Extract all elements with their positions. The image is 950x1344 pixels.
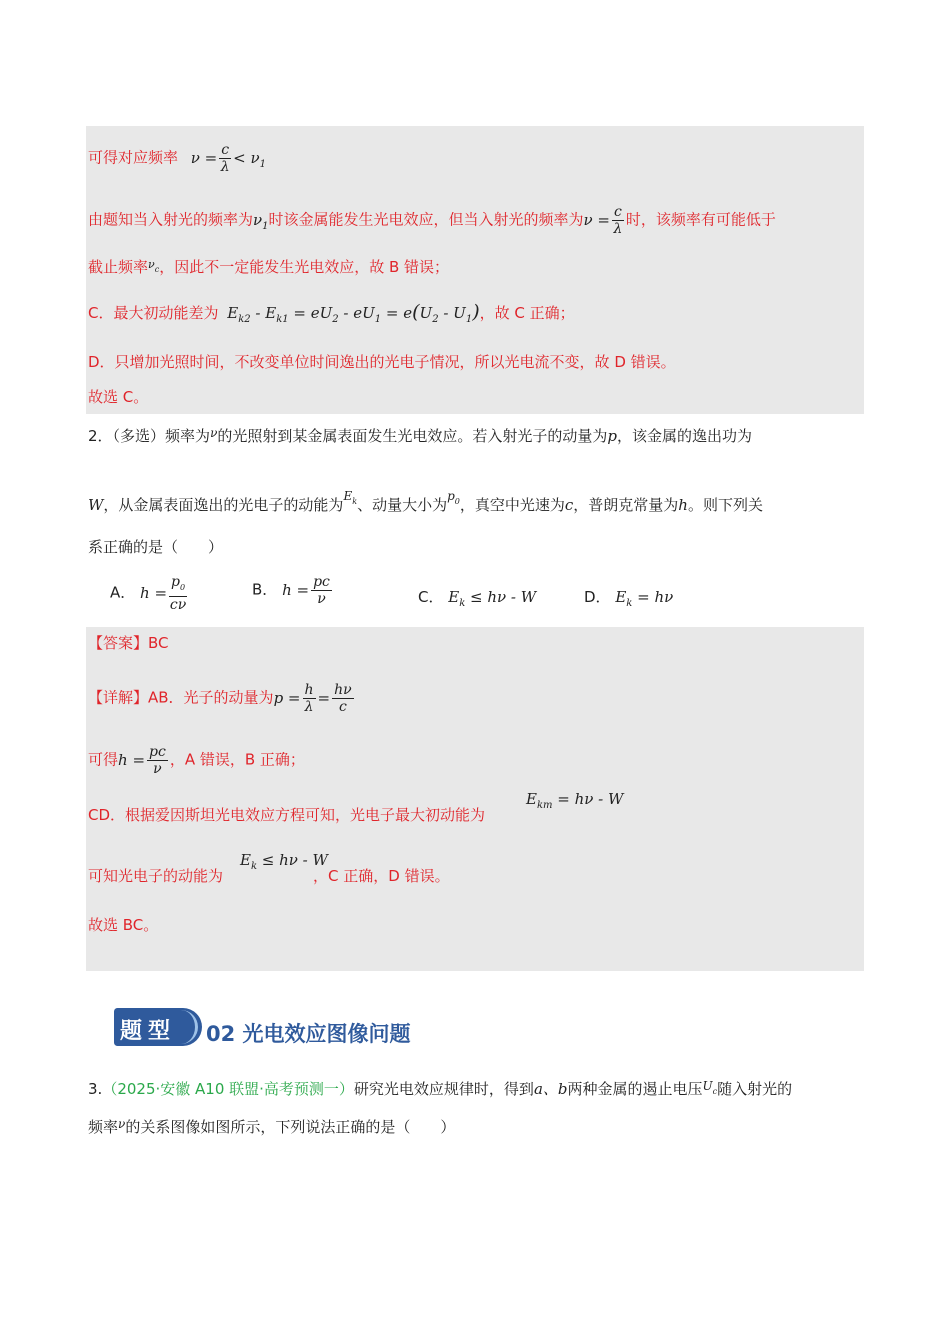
text: 可得	[88, 750, 119, 769]
symbol-nu: ν	[118, 1117, 126, 1131]
formula-ek-leq: $E_k \le h\nu - W$	[240, 851, 328, 872]
section-badge	[114, 1008, 202, 1046]
formula-nu-c-lambda-2: ν = $\frac{c}{\lambda}$	[583, 204, 623, 237]
text: 时，该频率有可能低于	[625, 210, 776, 229]
text: 频率	[88, 1118, 119, 1136]
badge-curve-decoration	[171, 1010, 198, 1044]
option-label: A．	[110, 583, 136, 602]
solution-block-2	[86, 627, 864, 971]
question-number: 2．	[88, 427, 113, 445]
text: 截止频率	[88, 258, 149, 276]
question-2-line-3: 系正确的是（ ）	[88, 538, 224, 556]
question-2-line-2	[88, 486, 763, 515]
text: 、动量大小为	[357, 496, 448, 514]
formula-momentum: p = $\frac{h}{\lambda}$ = $\frac{h\nu}{c}$	[273, 682, 352, 715]
option-label: D．	[584, 588, 611, 606]
symbol-w: W	[88, 496, 104, 514]
text: 时该金属能发生光电效应，但当入射光的频率为	[268, 210, 584, 229]
text: CD．根据爱因斯坦光电效应方程可知，光电子最大初动能为	[88, 806, 486, 824]
formula-option-d: $E_k = h\nu$	[615, 588, 674, 609]
detail-line-choice: 故选 BC。	[88, 916, 159, 934]
solution-line-cutoff	[88, 255, 449, 280]
text: ，C 正确，D 错误。	[313, 867, 450, 885]
formula-option-b: h = $\frac{pc}{\nu}$	[282, 574, 330, 607]
symbol-ek: Ek	[343, 489, 358, 506]
formula-nu1: $\nu_1$	[253, 210, 269, 232]
text: 。则下列关	[687, 496, 763, 514]
option-d[interactable]	[584, 586, 673, 609]
section-title: 02 光电效应图像问题	[206, 1022, 411, 1046]
text: （多选）频率为	[112, 427, 211, 445]
formula-nu-c-lambda: ν = $\frac{c}{\lambda}$ < $\nu_1$	[190, 142, 266, 175]
solution-line-option-d: D．只增加光照时间，不改变单位时间逸出的光电子情况，所以光电流不变，故 D 错误。	[88, 353, 676, 371]
formula-h: h = $\frac{pc}{\nu}$	[118, 744, 166, 777]
symbol-nu: ν	[210, 426, 218, 440]
detail-line-einstein	[88, 805, 485, 825]
question-source: （2025·安徽 A10 联盟·高考预测一）	[102, 1080, 354, 1098]
solution-line-frequency	[88, 142, 266, 175]
text: 的关系图像如图所示，下列说法正确的是（ ）	[125, 1118, 456, 1136]
symbol-uc: Uc	[702, 1079, 718, 1096]
symbol-c: c	[564, 496, 574, 514]
text: 由题知当入射光的频率为	[88, 210, 254, 229]
text: 研究光电效应规律时，得到	[353, 1080, 534, 1098]
option-a[interactable]	[110, 574, 189, 613]
option-label: C．	[418, 588, 444, 606]
text: ，真空中光速为	[459, 496, 565, 514]
text: ，从金属表面逸出的光电子的动能为	[103, 496, 344, 514]
text: 的光照射到某金属表面发生光电效应。若入射光子的动量为	[217, 427, 608, 445]
text: 可得对应频率	[88, 148, 179, 167]
text: ，A 错误，B 正确；	[169, 750, 305, 769]
option-c[interactable]	[418, 586, 536, 609]
section-badge-text: 题型	[119, 1018, 176, 1044]
solution-line-threshold	[88, 204, 776, 237]
symbol-p0: p0	[447, 489, 460, 506]
option-label: B．	[252, 580, 278, 599]
text: 可知光电子的动能为	[88, 867, 224, 885]
text: ，普朗克常量为	[573, 496, 679, 514]
answer-line: 【答案】BC	[88, 634, 169, 652]
question-3-line-1	[88, 1076, 792, 1102]
symbols-a-b: a、b	[533, 1080, 568, 1098]
formula-option-a: h = $\frac{p_0}{c\nu}$	[140, 574, 187, 613]
formula-ekm: $E_{km} = h\nu - W$	[526, 790, 624, 811]
formula-ek-difference: $E_{k2} - E_{k1} = eU_2 - eU_1 = e(U_2 - U_1)$	[227, 301, 480, 325]
question-2-line-1	[88, 423, 752, 446]
text: ，该金属的逸出功为	[616, 427, 752, 445]
question-number: 3.	[88, 1080, 103, 1098]
question-3-line-2	[88, 1114, 455, 1137]
option-b[interactable]	[252, 574, 334, 607]
text: 两种金属的遏止电压	[567, 1080, 703, 1098]
symbol-h: h	[678, 496, 688, 514]
detail-line-h	[88, 744, 305, 777]
symbol-p: p	[607, 427, 617, 445]
solution-line-option-c	[88, 302, 575, 330]
detail-line-momentum	[88, 682, 356, 715]
text: 【详解】AB．光子的动量为	[88, 688, 274, 707]
text: 随入射光的	[717, 1080, 793, 1098]
text: ，因此不一定能发生光电效应，故 B 错误；	[159, 258, 450, 276]
formula-option-c: $E_k \le h\nu - W$	[448, 588, 537, 609]
formula-nu-c: νc	[148, 258, 160, 274]
solution-line-choice: 故选 C。	[88, 388, 149, 406]
text: C．最大初动能差为	[88, 304, 219, 322]
text: ，故 C 正确；	[479, 304, 575, 322]
